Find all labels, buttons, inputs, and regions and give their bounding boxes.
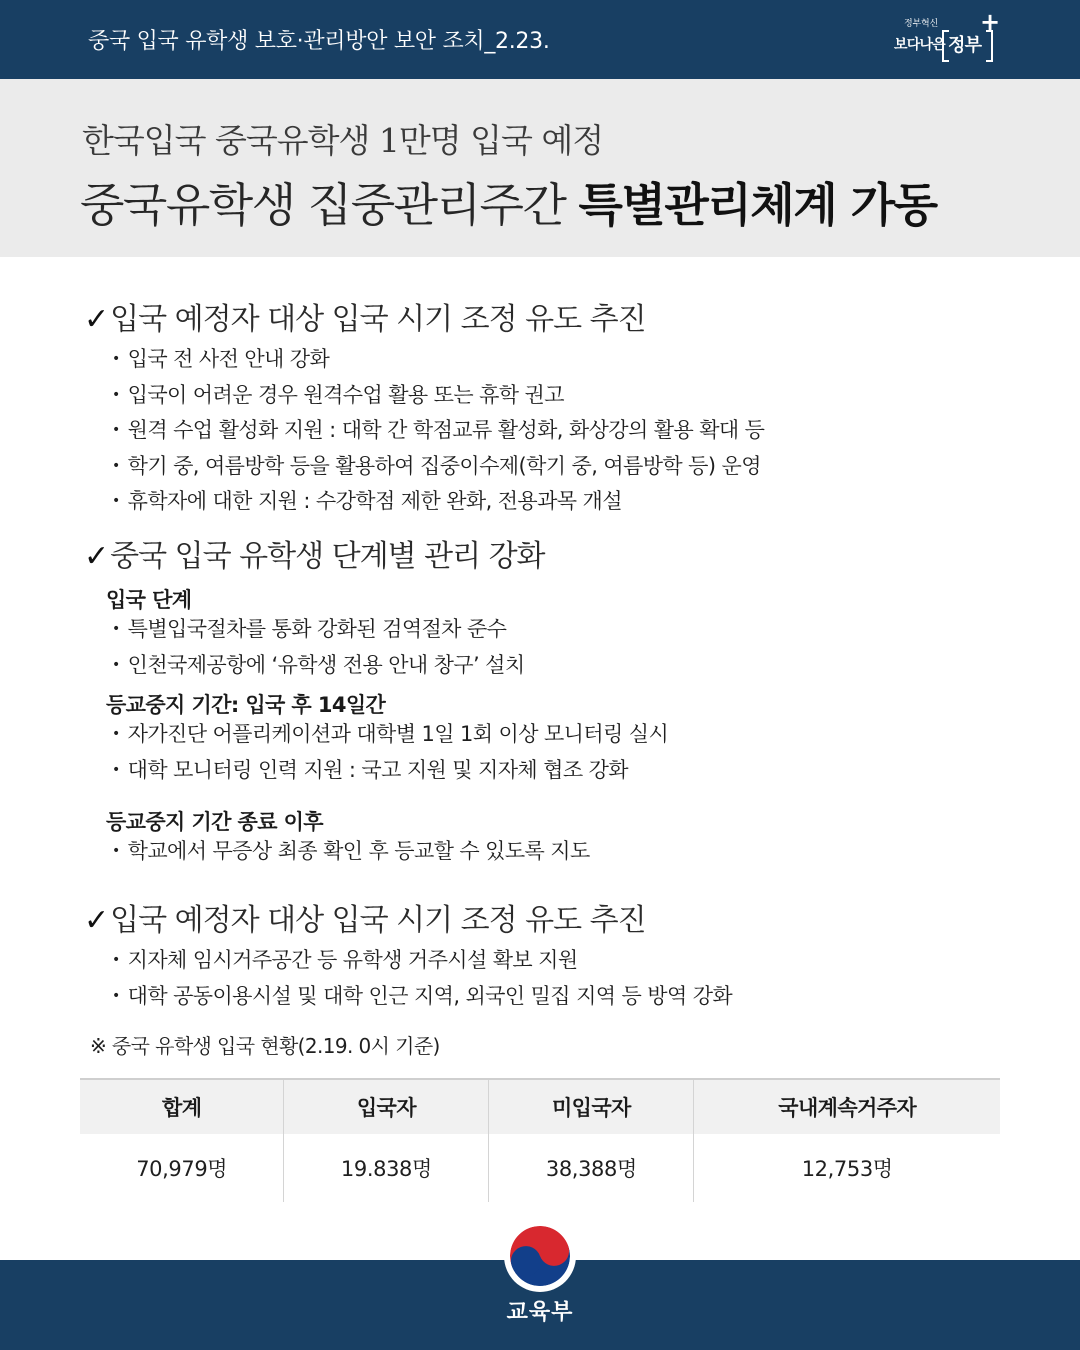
students-status-table — [80, 1078, 1000, 1202]
headline-subtitle: 한국입국 중국유학생 1만명 입국 예정 — [82, 121, 604, 160]
column-header-total: 합계 — [80, 1079, 284, 1134]
list-item: • 대학 공동이용시설 및 대학 인근 지역, 외국인 밀집 지역 등 방역 강화 — [112, 980, 732, 1016]
cell-total: 70,979명 — [80, 1134, 284, 1202]
sub-heading-suspension-period: 등교중지 기간: 입국 후 14일간 — [106, 693, 386, 717]
logo-small-text: 정부혁신 — [904, 19, 938, 29]
sub-heading-entry-stage: 입국 단계 — [106, 588, 192, 612]
column-header-not-entered: 미입국자 — [489, 1079, 694, 1134]
cell-not-entered: 38,388명 — [489, 1134, 694, 1202]
list-item: • 입국이 어려운 경우 원격수업 활용 또는 휴학 권고 — [112, 379, 764, 415]
check-icon: ✓ — [84, 903, 109, 938]
table-row — [80, 1134, 1000, 1202]
headline-title-bold: 특별관리체계 가동 — [578, 178, 937, 232]
list-item: • 특별입국절차를 통화 강화된 검역절차 준수 — [112, 613, 525, 649]
suspension-period-list — [112, 718, 668, 789]
list-item: • 학교에서 무증상 최종 확인 후 등교할 수 있도록 지도 — [112, 835, 590, 871]
column-header-domestic-residents: 국내계속거주자 — [694, 1079, 1000, 1134]
taegeuk-emblem-icon — [503, 1219, 577, 1293]
check-icon: ✓ — [84, 302, 109, 337]
section-title-2 — [84, 531, 545, 575]
headline-band — [0, 79, 1080, 257]
section-1-list — [112, 343, 764, 521]
cell-domestic-residents: 12,753명 — [801, 1157, 893, 1181]
list-item: • 지자체 임시거주공간 등 유학생 거주시설 확보 지원 — [112, 944, 732, 980]
government-innovation-logo — [890, 8, 1001, 66]
section-title-3 — [84, 895, 646, 939]
entry-stage-list — [112, 613, 525, 684]
after-suspension-list — [112, 835, 590, 871]
list-item: • 대학 모니터링 인력 지원 : 국고 지원 및 지자체 협조 강화 — [112, 754, 668, 790]
section-title-1 — [84, 294, 646, 338]
plus-icon: + — [980, 8, 1001, 36]
ministry-name: 교육부 — [506, 1300, 574, 1325]
section-title-text: 입국 예정자 대상 입국 시기 조정 유도 추진 — [110, 302, 646, 337]
section-title-text: 입국 예정자 대상 입국 시기 조정 유도 추진 — [110, 903, 646, 938]
sub-heading-after-suspension: 등교중지 기간 종료 이후 — [106, 810, 323, 834]
check-icon: ✓ — [84, 539, 109, 574]
section-title-text: 중국 입국 유학생 단계별 관리 강화 — [110, 539, 545, 574]
logo-mid-text: 보다나은 — [894, 37, 945, 53]
list-item: • 자가진단 어플리케이션과 대학별 1일 1회 이상 모니터링 실시 — [112, 718, 668, 754]
headline-title — [80, 169, 937, 235]
list-item: • 원격 수업 활성화 지원 : 대학 간 학점교류 활성화, 화상강의 활용 확대 등 — [112, 414, 764, 450]
top-bar-caption: 중국 입국 유학생 보호·관리방안 보안 조치_2.23. — [88, 29, 550, 54]
cell-entered: 19.838명 — [284, 1134, 489, 1202]
list-item: • 학기 중, 여름방학 등을 활용하여 집중이수제(학기 중, 여름방학 등) 운영 — [112, 450, 764, 486]
section-3-list — [112, 944, 732, 1015]
list-item: • 인천국제공항에 ‘유학생 전용 안내 창구’ 설치 — [112, 649, 525, 685]
list-item: • 휴학자에 대한 지원 : 수강학점 제한 완화, 전용과목 개설 — [112, 485, 764, 521]
status-note: ※ 중국 유학생 입국 현황(2.19. 0시 기준) — [90, 1034, 440, 1058]
top-bar — [0, 0, 1080, 79]
logo-big-text: 정부 — [948, 35, 982, 56]
column-header-entered: 입국자 — [284, 1079, 489, 1134]
table-header-row — [80, 1079, 1000, 1134]
list-item: • 입국 전 사전 안내 강화 — [112, 343, 764, 379]
headline-title-light: 중국유학생 집중관리주간 — [80, 178, 579, 232]
